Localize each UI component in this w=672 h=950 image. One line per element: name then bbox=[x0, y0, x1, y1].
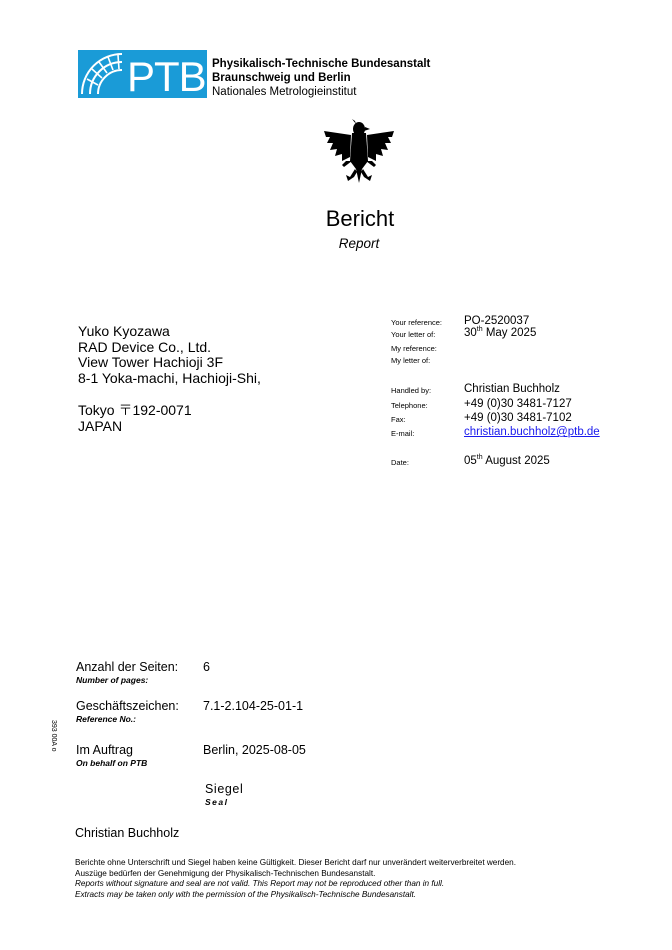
legal-footer bbox=[75, 858, 516, 900]
pages-value: 6 bbox=[203, 660, 210, 674]
seal-label-en: Seal bbox=[205, 797, 229, 807]
reference-no-label: Geschäftszeichen: Reference No.: bbox=[76, 699, 179, 724]
footer-de-1: Berichte ohne Unterschrift und Siegel haben keine Gültigkeit. Dieser Bericht darf nur unverändert weiterverbreitet werden. bbox=[75, 858, 516, 867]
address-city: Tokyo 〒192-0071 bbox=[78, 402, 192, 418]
telephone-value: +49 (0)30 3481-7127 bbox=[464, 398, 572, 410]
on-behalf-label-en: On behalf on PTB bbox=[76, 758, 148, 768]
place-date-value: Berlin, 2025-08-05 bbox=[203, 743, 306, 757]
reference-no-value: 7.1-2.104-25-01-1 bbox=[203, 699, 304, 713]
org-name bbox=[212, 57, 430, 85]
org-line-1: Physikalisch-Technische Bundesanstalt bbox=[212, 58, 431, 70]
ptb-logo bbox=[78, 50, 207, 98]
address-country: JAPAN bbox=[78, 417, 123, 434]
fax-value: +49 (0)30 3481-7102 bbox=[464, 412, 572, 424]
your-letter-label: Your letter of: bbox=[391, 330, 436, 339]
address-line: RAD Device Co., Ltd. bbox=[78, 338, 212, 355]
footer-de-2: Auszüge bedürfen der Genehmigung der Physikalisch-Technischen Bundesanstalt. bbox=[75, 868, 376, 878]
address-line: View Tower Hachioji 3F bbox=[78, 354, 223, 370]
address-line: 8-1 Yoka-machi, Hachioji-Shi, bbox=[78, 369, 261, 386]
on-behalf-label: Im Auftrag On behalf on PTB bbox=[76, 743, 148, 768]
email-label: E-mail: bbox=[391, 429, 415, 438]
my-letter-label: My letter of: bbox=[391, 356, 431, 365]
org-line-2: Braunschweig und Berlin bbox=[212, 72, 351, 84]
reference-no-label-en: Reference No.: bbox=[76, 714, 136, 724]
side-form-code: 393 00A o bbox=[50, 720, 57, 752]
footer-en-2: Extracts may be taken only with the permission of the Physikalisch-Technische Bundesanstalt. bbox=[75, 889, 417, 899]
date-label: Date: bbox=[391, 458, 409, 467]
footer-en-1: Reports without signature and seal are not valid. This Report may not be reproduced other than in full. bbox=[75, 879, 445, 888]
federal-eagle-icon bbox=[322, 117, 396, 187]
pages-label: Anzahl der Seiten: Number of pages: bbox=[76, 660, 179, 685]
report-subtitle: Report bbox=[338, 236, 380, 251]
handled-by-value: Christian Buchholz bbox=[464, 383, 560, 395]
your-reference-value: PO-2520037 bbox=[464, 315, 530, 327]
pages-label-en: Number of pages: bbox=[76, 675, 149, 685]
fax-label: Fax: bbox=[391, 415, 406, 424]
handled-by-label: Handled by: bbox=[391, 386, 432, 395]
your-reference-label: Your reference: bbox=[391, 318, 443, 327]
address-line: Yuko Kyozawa bbox=[78, 323, 170, 339]
your-letter-value: 30th May 2025 bbox=[464, 326, 537, 339]
email-link[interactable]: christian.buchholz@ptb.de bbox=[464, 426, 600, 438]
seal-label: Siegel Seal bbox=[205, 782, 244, 807]
signatory-name: Christian Buchholz bbox=[75, 826, 180, 840]
logo-text: PTB bbox=[127, 53, 206, 98]
org-subtitle: Nationales Metrologieinstitut bbox=[212, 86, 357, 98]
my-reference-label: My reference: bbox=[391, 344, 437, 353]
telephone-label: Telephone: bbox=[391, 401, 428, 410]
recipient-address bbox=[78, 324, 261, 434]
report-title: Bericht bbox=[325, 206, 395, 231]
date-value: 05th August 2025 bbox=[464, 454, 550, 467]
